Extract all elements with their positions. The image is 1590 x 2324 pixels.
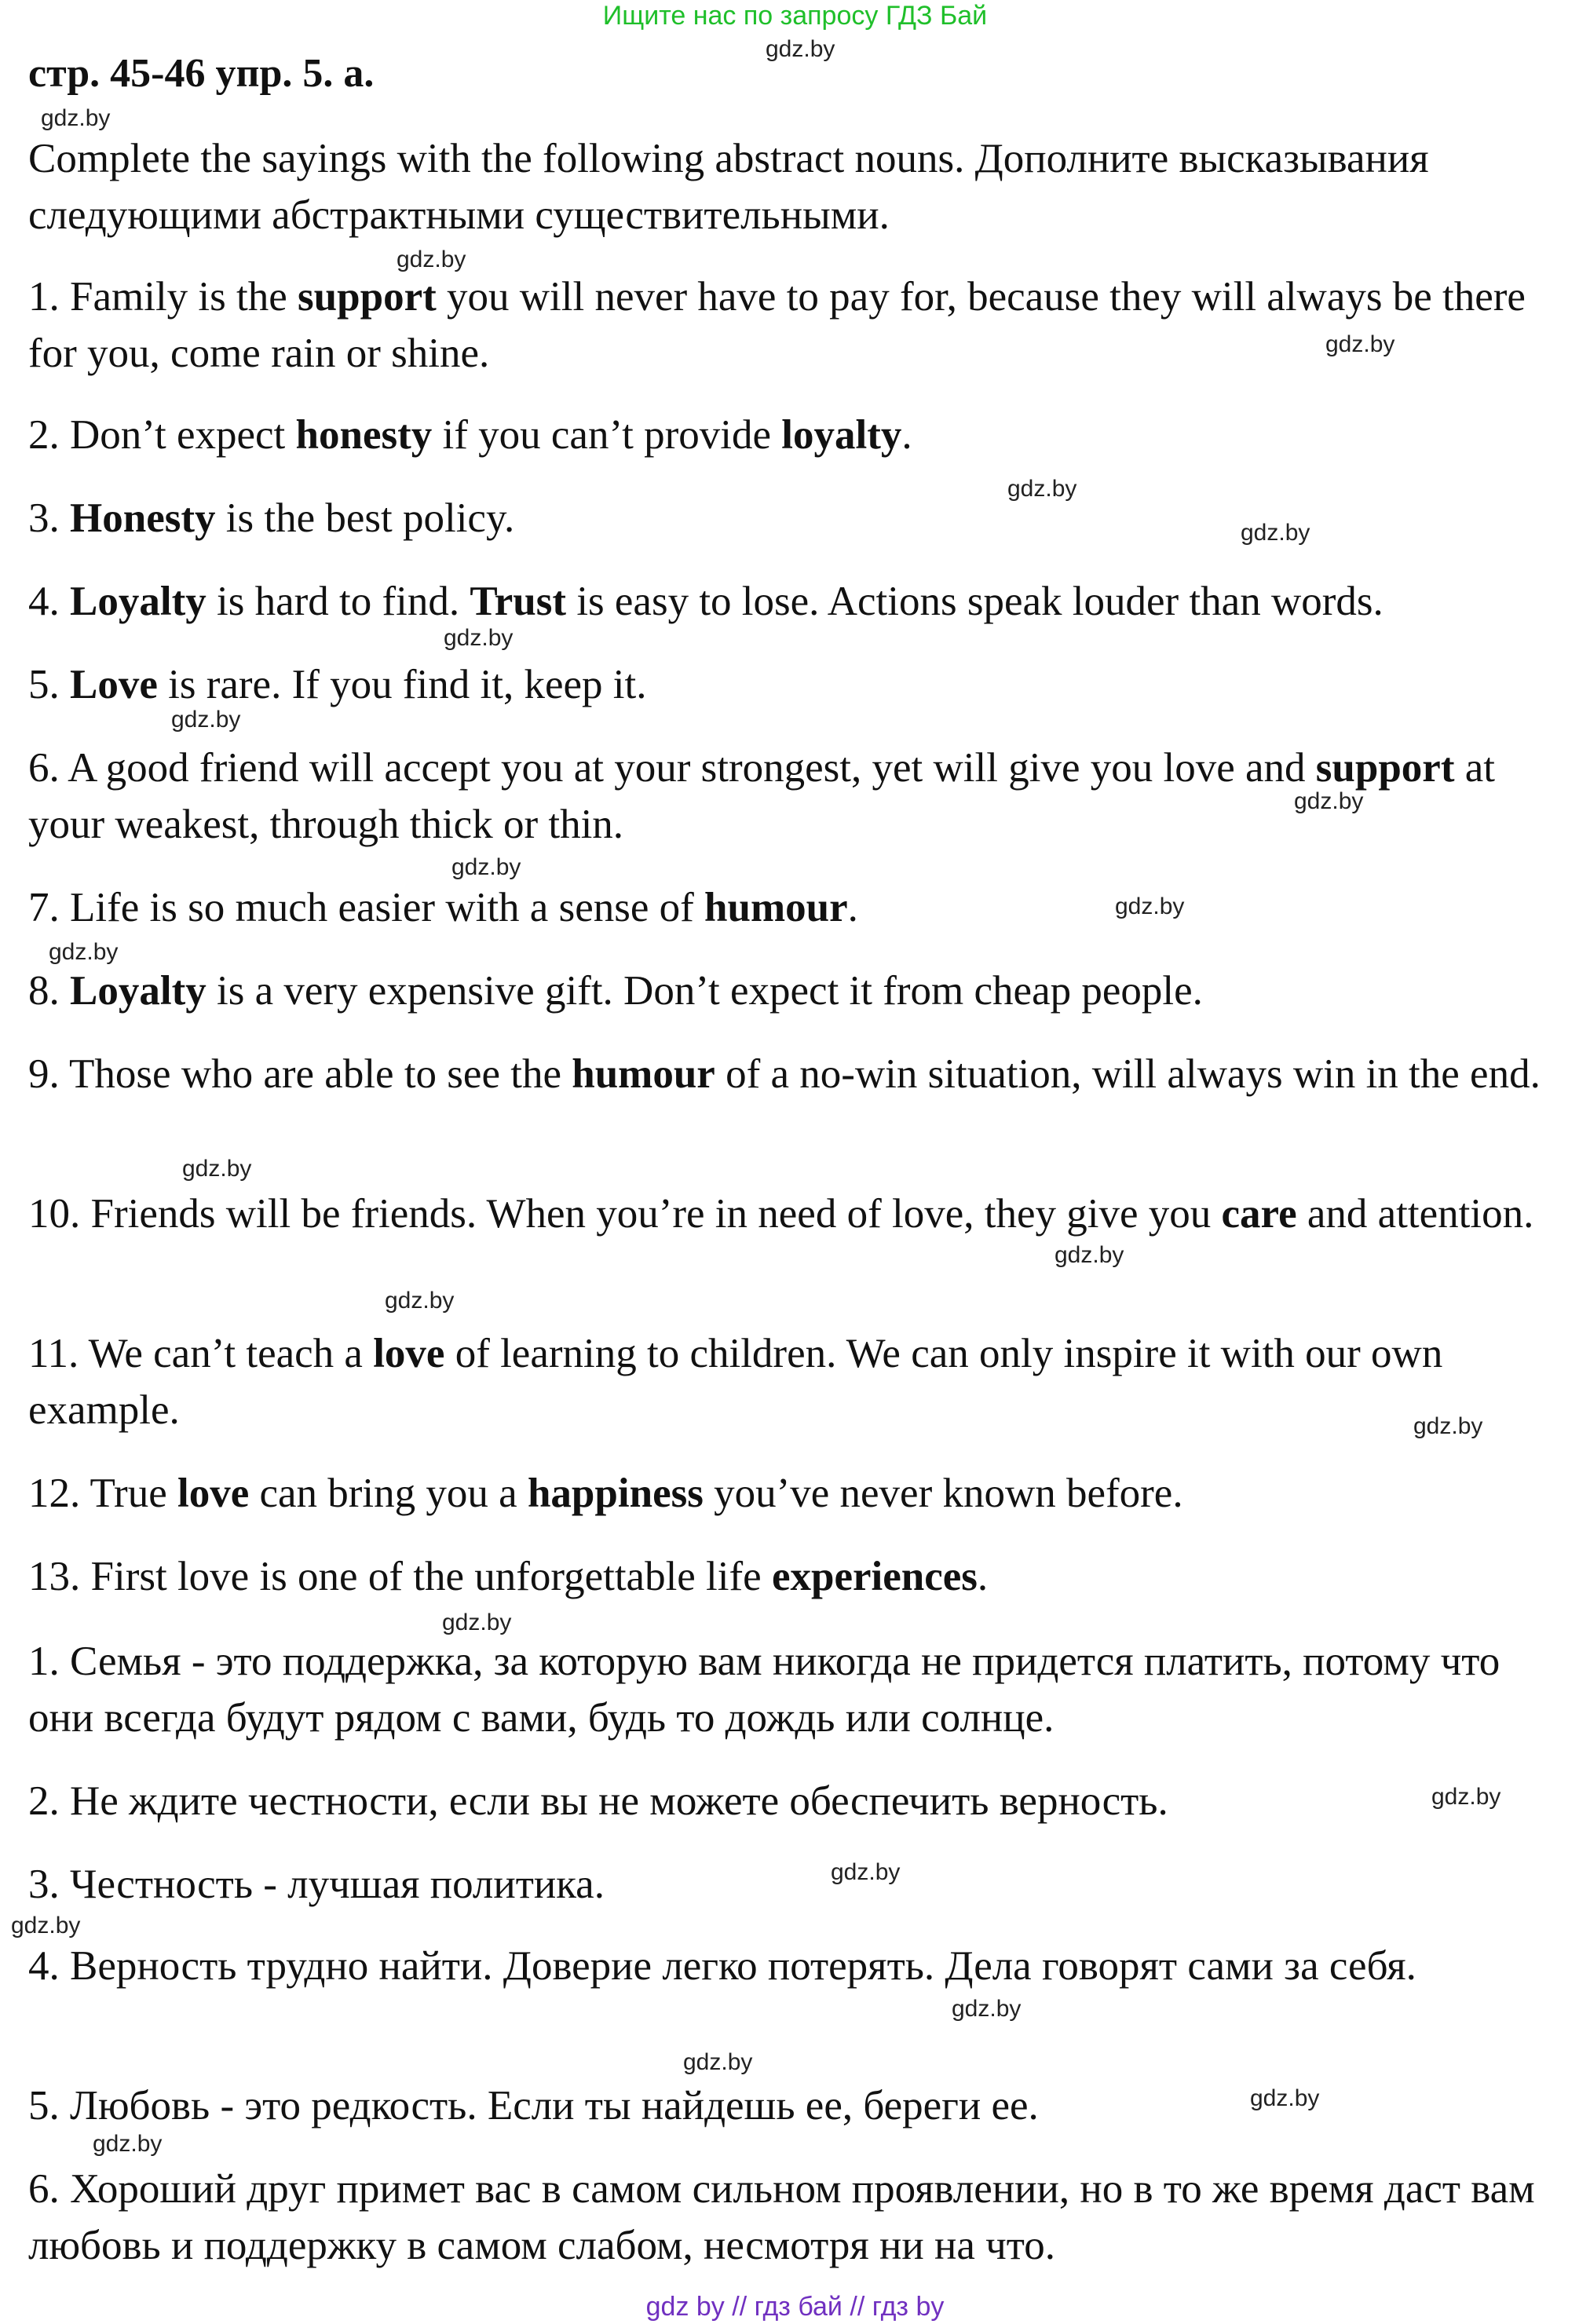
saying-en-7: 7. Life is so much easier with a sense of humour. — [28, 885, 858, 930]
page-heading: стр. 45-46 упр. 5. а. — [28, 51, 375, 96]
watermark: gdz.by — [831, 1859, 901, 1885]
watermark: gdz.by — [1007, 476, 1077, 502]
saying-en-1: 1. Family is the support you will never have to pay for, because they will always be there for you, come rain or shine. — [28, 274, 1526, 376]
saying-en-6: 6. A good friend will accept you at your strongest, yet will give you love and support at your weakest, through thick or thin. — [28, 745, 1495, 847]
footer-links[interactable]: gdz by // гдз бай // гдз by — [645, 2292, 945, 2322]
watermark: gdz.by — [41, 105, 111, 131]
watermark: gdz.by — [1294, 788, 1364, 814]
watermark: gdz.by — [49, 939, 119, 965]
saying-en-2: 2. Don’t expect honesty if you can’t provide loyalty. — [28, 412, 912, 458]
saying-ru-3: 3. Честность - лучшая политика. — [28, 1862, 605, 1907]
watermark: gdz.by — [397, 247, 466, 272]
watermark: gdz.by — [1250, 2085, 1320, 2111]
watermark: gdz.by — [766, 36, 835, 62]
watermark: gdz.by — [182, 1156, 252, 1182]
saying-en-13: 13. First love is one of the unforgettable life experiences. — [28, 1554, 989, 1599]
saying-en-3: 3. Honesty is the best policy. — [28, 495, 515, 541]
watermark: gdz.by — [1241, 520, 1310, 546]
watermark: gdz.by — [1115, 893, 1185, 919]
watermark: gdz.by — [952, 1996, 1022, 2022]
watermark: gdz.by — [1431, 1784, 1501, 1810]
watermark: gdz.by — [1413, 1413, 1483, 1439]
saying-en-8: 8. Loyalty is a very expensive gift. Don’t expect it from cheap people. — [28, 968, 1203, 1014]
saying-en-12: 12. True love can bring you a happiness you’ve never known before. — [28, 1471, 1183, 1516]
saying-en-10: 10. Friends will be friends. When you’re in need of love, they give you care and attention. — [28, 1191, 1534, 1237]
watermark: gdz.by — [683, 2049, 753, 2075]
saying-ru-2: 2. Не ждите честности, если вы не можете обеспечить верность. — [28, 1778, 1168, 1824]
saying-ru-6: 6. Хороший друг примет вас в самом сильном проявлении, но в то же время даст вам любовь и поддержку в самом слабом, несмотря ни на что. — [28, 2166, 1535, 2268]
watermark: gdz.by — [1325, 331, 1395, 357]
watermark: gdz.by — [11, 1913, 81, 1938]
watermark: gdz.by — [444, 625, 514, 651]
watermark: gdz.by — [451, 854, 521, 880]
watermark: gdz.by — [442, 1610, 512, 1635]
watermark: gdz.by — [385, 1288, 455, 1314]
top-banner[interactable]: Ищите нас по запросу ГДЗ Бай — [602, 1, 988, 31]
watermark: gdz.by — [1055, 1242, 1124, 1268]
watermark: gdz.by — [93, 2131, 163, 2157]
saying-en-5: 5. Love is rare. If you find it, keep it. — [28, 662, 647, 707]
saying-en-11: 11. We can’t teach a love of learning to children. We can only inspire it with our own example. — [28, 1331, 1443, 1433]
saying-ru-1: 1. Семья - это поддержка, за которую вам никогда не придется платить, потому что они всегда будут рядом с вами, будь то дождь или солнце. — [28, 1639, 1500, 1741]
saying-en-4: 4. Loyalty is hard to find. Trust is easy to lose. Actions speak louder than words. — [28, 579, 1383, 624]
saying-ru-5: 5. Любовь - это редкость. Если ты найдешь ее, береги ее. — [28, 2083, 1039, 2129]
saying-ru-4: 4. Верность трудно найти. Доверие легко потерять. Дела говорят сами за себя. — [28, 1943, 1416, 1989]
watermark: gdz.by — [171, 707, 241, 733]
intro-text: Complete the sayings with the following abstract nouns. Дополните высказывания следующими абстрактными существительными. — [28, 136, 1429, 238]
saying-en-9: 9. Those who are able to see the humour of a no-win situation, will always win in the end. — [28, 1051, 1541, 1097]
